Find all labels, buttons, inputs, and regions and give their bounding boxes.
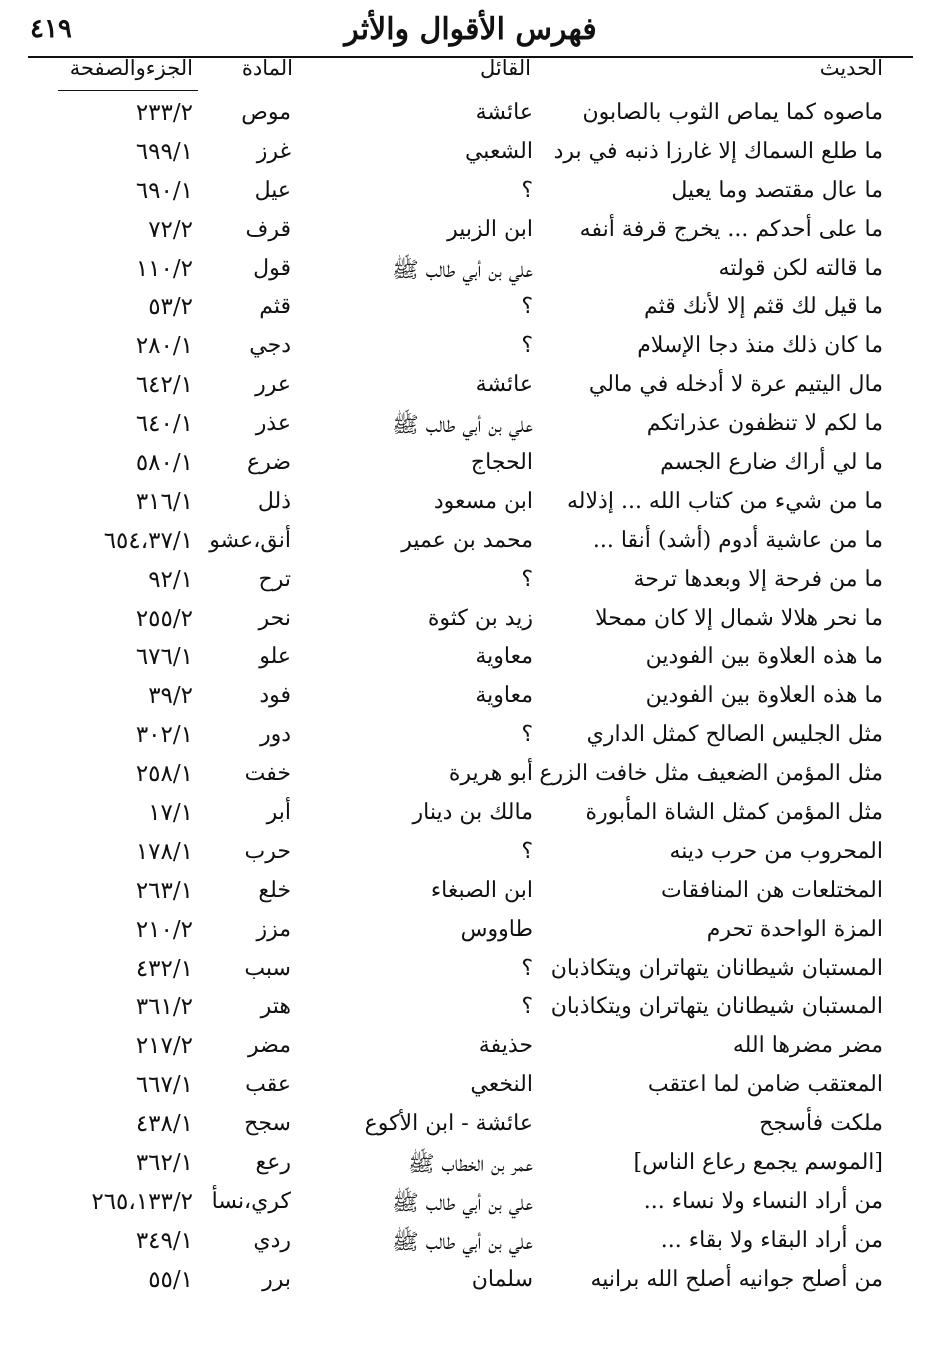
hadith-text: ما قيل لك قثم إلا لأنك قثم: [644, 294, 883, 320]
column-headers: [0, 56, 941, 92]
volume-page: ٢٨٠/١: [135, 333, 193, 360]
hadith-text: ما من عاشية أدوم (أشد) أنقا ...: [592, 527, 883, 553]
hadith-text: ما هذه العلاوة بين الفودين: [645, 644, 883, 670]
page-number: ٤١٩: [30, 14, 72, 44]
speaker: علي بن أبي طالب ﷺ: [392, 1190, 533, 1216]
table-row: [0, 1185, 941, 1224]
volume-page: ٣١٦/١: [135, 488, 193, 515]
table-row: [0, 1146, 941, 1185]
hadith-text: ما من شيء من كتاب الله ... إذلاله: [567, 488, 883, 514]
table-row: [0, 757, 941, 796]
volume-page: ٥٥/١: [148, 1266, 193, 1293]
speaker: ؟: [521, 294, 533, 320]
speaker: عمر بن الخطاب ﷺ: [407, 1152, 533, 1178]
hadith-text: من أراد النساء ولا نساء ...: [643, 1188, 883, 1214]
volume-page: ٤٣٢/١: [135, 955, 193, 982]
volume-page: ٦٩٠/١: [135, 177, 193, 204]
root: دجي: [249, 333, 291, 359]
root: أبر: [266, 800, 291, 826]
speaker: الحجاج: [470, 450, 533, 476]
root: غرز: [256, 138, 291, 164]
hadith-text: المستبان شيطانان يتهاتران ويتكاذبان: [550, 955, 883, 981]
volume-page: ٦٦٧/١: [135, 1072, 193, 1099]
speaker: محمد بن عمير: [401, 527, 533, 553]
hadith-text: [الموسم يجمع رعاع الناس]: [633, 1150, 883, 1176]
hadith-text: ما من فرحة إلا وبعدها ترحة: [633, 566, 883, 592]
speaker: علي بن أبي طالب ﷺ: [392, 413, 533, 439]
table-row: [0, 1029, 941, 1068]
table-row: [0, 329, 941, 368]
root: نحر: [258, 605, 291, 631]
speaker: ؟: [521, 955, 533, 981]
speaker: علي بن أبي طالب ﷺ: [392, 257, 533, 283]
volume-page: ١١٠/٢: [135, 255, 193, 282]
table-row: [0, 174, 941, 213]
column-header-underline: [58, 90, 198, 91]
hadith-text: من أصلح جوانيه أصلح الله برانيه: [590, 1266, 883, 1292]
running-head: [0, 8, 941, 52]
root: قثم: [259, 294, 291, 320]
volume-page: ١٧٨/١: [135, 838, 193, 865]
hadith-text: ما على أحدكم ... يخرج قرفة أنفه: [579, 216, 883, 242]
table-row: [0, 874, 941, 913]
column-header-speaker: القائل: [479, 56, 531, 80]
speaker: أبو هريرة: [448, 761, 533, 787]
root: عرر: [255, 372, 291, 398]
table-row: [0, 718, 941, 757]
volume-page: ٧٢/٢: [148, 216, 193, 243]
hadith-text: المعتقب ضامن لما اعتقب: [647, 1072, 883, 1098]
speaker: عائشة: [475, 100, 533, 125]
volume-page: ٤٣٨/١: [135, 1111, 193, 1138]
volume-page: ٢٣٣/٢: [135, 100, 193, 126]
hadith-text: مثل المؤمن الضعيف مثل خافت الزرع: [539, 761, 883, 787]
hadith-text: ما هذه العلاوة بين الفودين: [645, 683, 883, 709]
table-row: [0, 290, 941, 329]
volume-page: ٦٥٤،٣٧/١: [103, 527, 193, 554]
root: أنق،عشو: [209, 527, 291, 553]
root: دور: [259, 722, 291, 748]
speaker: ؟: [521, 994, 533, 1020]
hadith-text: مثل الجليس الصالح كمثل الداري: [586, 722, 883, 748]
root: سجح: [244, 1111, 291, 1137]
hadith-text: ملكت فأسجح: [759, 1111, 883, 1137]
speaker: ؟: [521, 566, 533, 592]
root: سبب: [244, 955, 291, 981]
volume-page: ٦٩٩/١: [135, 138, 193, 165]
hadith-text: ما كان ذلك منذ دجا الإسلام: [637, 333, 883, 359]
table-row: [0, 1263, 941, 1302]
speaker: ؟: [521, 838, 533, 864]
root: فود: [259, 683, 291, 709]
table-row: [0, 835, 941, 874]
volume-page: ٣٦٢/١: [135, 1150, 193, 1177]
speaker: معاوية: [475, 683, 533, 709]
speaker: ابن مسعود: [433, 488, 533, 514]
hadith-text: مثل المؤمن كمثل الشاة المأبورة: [585, 800, 883, 826]
speaker: ابن الزبير: [447, 216, 533, 242]
hadith-text: مضر مضرها الله: [732, 1033, 883, 1059]
volume-page: ٢٥٥/٢: [135, 605, 193, 632]
speaker: ابن الصبغاء: [430, 877, 533, 903]
index-table: [0, 96, 941, 1302]
hadith-text: المحروب من حرب دينه: [669, 838, 883, 864]
speaker: زيد بن كثوة: [427, 605, 533, 631]
page-title: فهرس الأقوال والأثر: [344, 12, 597, 47]
root: برر: [262, 1266, 291, 1292]
hadith-text: ما قالته لكن قولته: [718, 255, 883, 281]
table-row: [0, 1068, 941, 1107]
hadith-text: المستبان شيطانان يتهاتران ويتكاذبان: [550, 994, 883, 1020]
hadith-text: المختلعات هن المنافقات: [661, 877, 883, 903]
root: خلع: [258, 877, 291, 903]
root: خفت: [244, 761, 291, 787]
root: ردي: [253, 1227, 291, 1253]
volume-page: ٢١٠/٢: [135, 916, 193, 943]
volume-page: ٣٦١/٢: [135, 994, 193, 1021]
volume-page: ٢٦٥،١٣٣/٢: [91, 1188, 193, 1215]
column-header-hadith: الحديث: [819, 56, 883, 80]
table-row: [0, 602, 941, 641]
root: رعع: [255, 1150, 291, 1176]
hadith-text: المزة الواحدة تحرم: [706, 916, 883, 942]
root: عقب: [245, 1072, 291, 1098]
root: هتر: [260, 994, 291, 1020]
root: ذلل: [257, 488, 291, 514]
root: ترح: [258, 566, 291, 592]
table-row: [0, 1224, 941, 1263]
root: علو: [259, 644, 291, 670]
table-row: [0, 524, 941, 563]
speaker: النخعي: [470, 1072, 533, 1098]
speaker: عائشة - ابن الأكوع: [364, 1111, 533, 1137]
speaker: علي بن أبي طالب ﷺ: [392, 1229, 533, 1255]
volume-page: ٣٤٩/١: [135, 1227, 193, 1254]
volume-page: ٥٨٠/١: [135, 450, 193, 477]
table-row: [0, 407, 941, 446]
table-row: [0, 135, 941, 174]
volume-page: ٥٣/٢: [148, 294, 193, 321]
volume-page: ٢٦٣/١: [135, 877, 193, 904]
root: ضرع: [247, 450, 291, 476]
volume-page: ١٧/١: [148, 800, 193, 827]
hadith-text: من أراد البقاء ولا بقاء ...: [660, 1227, 883, 1253]
table-row: [0, 1107, 941, 1146]
speaker: ؟: [521, 177, 533, 203]
table-row: [0, 679, 941, 718]
table-row: [0, 563, 941, 602]
hadith-text: ما طلع السماك إلا غارزا ذنبه في برد: [553, 138, 883, 164]
column-header-volume-page: الجزءوالصفحة: [69, 56, 193, 80]
root: عيل: [254, 177, 291, 203]
speaker: ؟: [521, 722, 533, 748]
volume-page: ٢١٧/٢: [135, 1033, 193, 1060]
speaker: سلمان: [471, 1266, 533, 1292]
table-row: [0, 446, 941, 485]
table-row: [0, 796, 941, 835]
speaker: ؟: [521, 333, 533, 359]
table-row: [0, 252, 941, 291]
table-row: [0, 368, 941, 407]
hadith-text: ماصوه كما يماص الثوب بالصابون: [582, 100, 883, 125]
volume-page: ٦٤٢/١: [135, 372, 193, 399]
root: قرف: [245, 216, 291, 242]
root: عذر: [255, 411, 291, 437]
table-row: [0, 952, 941, 991]
hadith-text: ما لي أراك ضارع الجسم: [660, 450, 883, 476]
column-header-root: المادة: [241, 56, 293, 80]
speaker: حذيفة: [478, 1033, 533, 1059]
volume-page: ٦٤٠/١: [135, 411, 193, 438]
root: موص: [241, 100, 291, 125]
root: مزز: [256, 916, 291, 942]
speaker: الشعبي: [464, 138, 533, 164]
speaker: معاوية: [475, 644, 533, 670]
volume-page: ٩٢/١: [148, 566, 193, 593]
speaker: عائشة: [475, 372, 533, 398]
table-row: [0, 913, 941, 952]
speaker: مالك بن دينار: [412, 800, 533, 826]
speaker: طاووس: [460, 916, 533, 942]
hadith-text: مال اليتيم عرة لا أدخله في مالي: [588, 372, 883, 398]
root: قول: [253, 255, 291, 281]
root: كري،نسأ: [211, 1188, 291, 1214]
volume-page: ٢٥٨/١: [135, 761, 193, 788]
table-row: [0, 990, 941, 1029]
hadith-text: ما نحر هلالا شمال إلا كان ممحلا: [595, 605, 883, 631]
root: حرب: [244, 838, 291, 864]
table-row: [0, 640, 941, 679]
hadith-text: ما لكم لا تنظفون عذراتكم: [646, 411, 883, 437]
volume-page: ٣٠٢/١: [135, 722, 193, 749]
volume-page: ٦٧٦/١: [135, 644, 193, 671]
table-row: [0, 485, 941, 524]
table-row: [0, 213, 941, 252]
root: مضر: [247, 1033, 291, 1059]
table-row: [0, 96, 941, 135]
hadith-text: ما عال مقتصد وما يعيل: [671, 177, 883, 203]
volume-page: ٣٩/٢: [148, 683, 193, 710]
